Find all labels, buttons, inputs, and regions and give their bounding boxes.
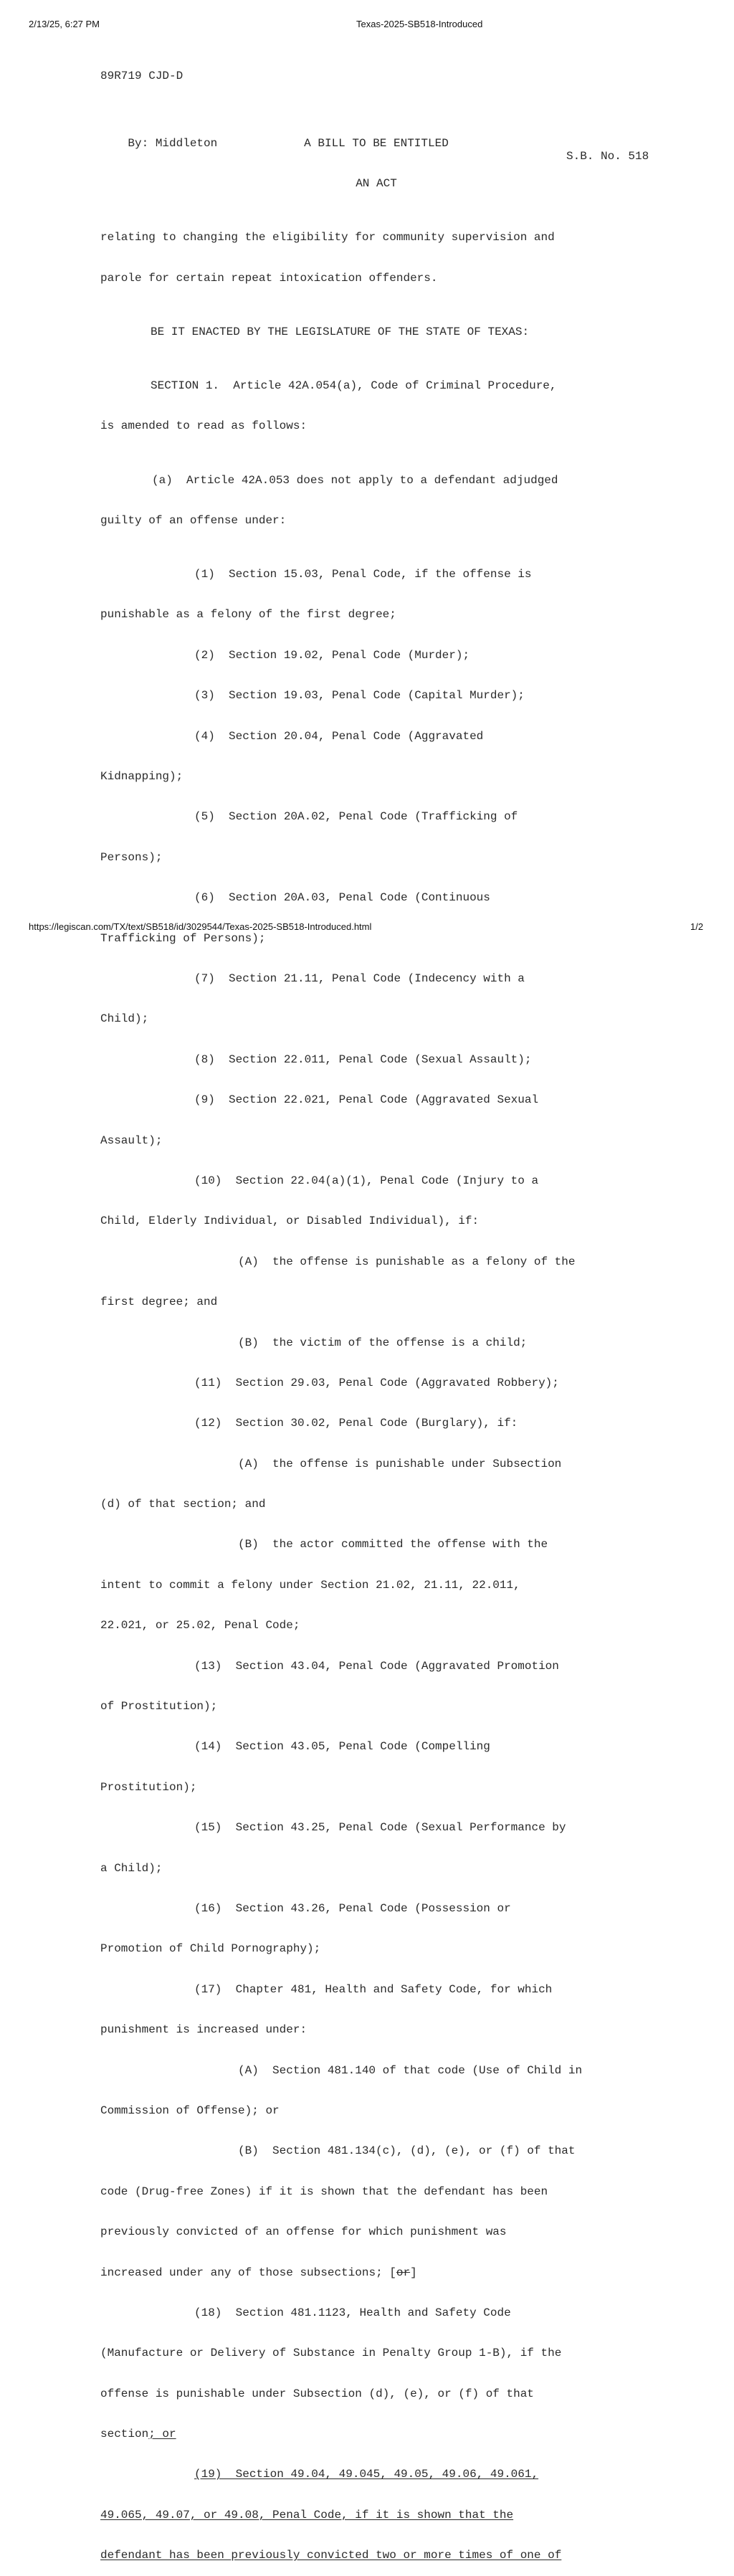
sub-item: Commission of Offense); or <box>100 2104 280 2117</box>
list-item: Persons); <box>100 850 163 864</box>
list-item: Child, Elderly Individual, or Disabled Individual), if: <box>100 1215 480 1228</box>
caption-line: parole for certain repeat intoxication offenders. <box>100 271 438 285</box>
subsection-a: guilty of an offense under: <box>100 513 287 527</box>
list-item: punishable as a felony of the first degree; <box>100 608 396 622</box>
sub-item: (B) the victim of the offense is a child; <box>238 1336 528 1349</box>
sub-item: (A) the offense is punishable under Subsection <box>238 1457 562 1470</box>
print-url: https://legiscan.com/TX/text/SB518/id/3029544/Texas-2025-SB518-Introduced.html <box>29 921 372 932</box>
bill-body <box>100 110 645 2576</box>
list-item: (9) Section 22.021, Penal Code (Aggravated Sexual <box>194 1093 539 1107</box>
list-item: (14) Section 43.05, Penal Code (Compelling <box>194 1740 490 1754</box>
list-item: of Prostitution); <box>100 1700 218 1714</box>
added-text: (19) Section 49.04, 49.045, 49.05, 49.06, 49.061, <box>194 2468 539 2481</box>
print-page-number: 1/2 <box>690 921 704 932</box>
bill-heading-1: A BILL TO BE ENTITLED <box>304 136 449 150</box>
bill-author: By: Middleton <box>128 136 218 150</box>
sub-item: (B) the actor committed the offense with the <box>238 1538 548 1551</box>
added-text: ; or <box>148 2428 176 2441</box>
list-item: (16) Section 43.26, Penal Code (Possession or <box>194 1901 511 1915</box>
list-item: (15) Section 43.25, Penal Code (Sexual Performance by <box>194 1821 566 1835</box>
list-item: (3) Section 19.03, Penal Code (Capital Murder); <box>194 689 525 703</box>
section-1-heading: is amended to read as follows: <box>100 419 308 433</box>
added-text: 49.065, 49.07, or 49.08, Penal Code, if it is shown that the <box>100 2508 514 2522</box>
list-item: (2) Section 19.02, Penal Code (Murder); <box>194 648 470 662</box>
sub-item: first degree; and <box>100 1296 218 1309</box>
sub-item: (B) Section 481.134(c), (d), (e), or (f) of that <box>238 2144 576 2158</box>
sub-item: (A) the offense is punishable as a felony of the <box>238 1255 576 1268</box>
sub-item: 22.021, or 25.02, Penal Code; <box>100 1619 300 1632</box>
list-item-text: section <box>100 2428 149 2441</box>
list-item: (1) Section 15.03, Penal Code, if the offense is <box>194 568 532 581</box>
added-item <box>100 2468 645 2481</box>
list-item: (Manufacture or Delivery of Substance in Penalty Group 1-B), if the <box>100 2347 562 2360</box>
list-item: Kidnapping); <box>100 770 184 784</box>
list-item: (12) Section 30.02, Penal Code (Burglary), if: <box>194 1417 518 1430</box>
bill-number: S.B. No. 518 <box>566 150 649 163</box>
list-item: Assault); <box>100 1133 163 1147</box>
added-item <box>100 2509 645 2522</box>
list-item: punishment is increased under: <box>100 2023 308 2037</box>
print-page-title: Texas-2025-SB518-Introduced <box>356 19 483 29</box>
caption-line: relating to changing the eligibility for community supervision and <box>100 231 555 244</box>
list-item: (4) Section 20.04, Penal Code (Aggravated <box>194 729 484 743</box>
sub-item: (A) Section 481.140 of that code (Use of Child in <box>238 2063 583 2077</box>
sub-item: (d) of that section; and <box>100 1498 266 1511</box>
sub-item <box>100 2266 645 2280</box>
list-item: (10) Section 22.04(a)(1), Penal Code (Injury to a <box>194 1174 539 1187</box>
sub-item: code (Drug-free Zones) if it is shown that the defendant has been <box>100 2185 548 2198</box>
draft-id: 89R719 CJD-D <box>100 69 184 82</box>
list-item: Prostitution); <box>100 1780 197 1794</box>
sub-item: intent to commit a felony under Section 21.02, 21.11, 22.011, <box>100 1578 520 1592</box>
list-item: (8) Section 22.011, Penal Code (Sexual Assault); <box>194 1052 532 1066</box>
list-item: (11) Section 29.03, Penal Code (Aggravated Robbery); <box>194 1376 559 1389</box>
list-item: a Child); <box>100 1861 163 1875</box>
list-item: Promotion of Child Pornography); <box>100 1942 321 1956</box>
list-item: (7) Section 21.11, Penal Code (Indecency with a <box>194 972 525 985</box>
list-item: offense is punishable under Subsection (d), (e), or (f) of that <box>100 2387 534 2400</box>
list-item: (18) Section 481.1123, Health and Safety Code <box>194 2306 511 2319</box>
list-item: Trafficking of Persons); <box>100 931 266 945</box>
list-item: (5) Section 20A.02, Penal Code (Trafficking of <box>194 810 518 824</box>
bill-heading-2: AN ACT <box>356 176 397 190</box>
list-item: (6) Section 20A.03, Penal Code (Continuous <box>194 891 490 905</box>
bracket-close: ] <box>410 2266 417 2279</box>
list-item <box>100 2428 645 2441</box>
sub-item: previously convicted of an offense for which punishment was <box>100 2225 507 2239</box>
sub-item-text: increased under any of those subsections; [ <box>100 2266 396 2279</box>
print-datetime: 2/13/25, 6:27 PM <box>29 19 100 29</box>
enacting-clause: BE IT ENACTED BY THE LEGISLATURE OF THE STATE OF TEXAS: <box>151 325 530 338</box>
list-item: Child); <box>100 1012 149 1026</box>
added-text: defendant has been previously convicted two or more times of one of <box>100 2549 562 2562</box>
list-item: (13) Section 43.04, Penal Code (Aggravated Promotion <box>194 1659 559 1673</box>
subsection-a: (a) Article 42A.053 does not apply to a defendant adjudged <box>152 473 558 487</box>
added-item <box>100 2549 645 2562</box>
deleted-text: or <box>396 2266 411 2279</box>
list-item: (17) Chapter 481, Health and Safety Code, for which <box>194 1982 553 1996</box>
section-1-heading: SECTION 1. Article 42A.054(a), Code of Criminal Procedure, <box>151 379 557 392</box>
